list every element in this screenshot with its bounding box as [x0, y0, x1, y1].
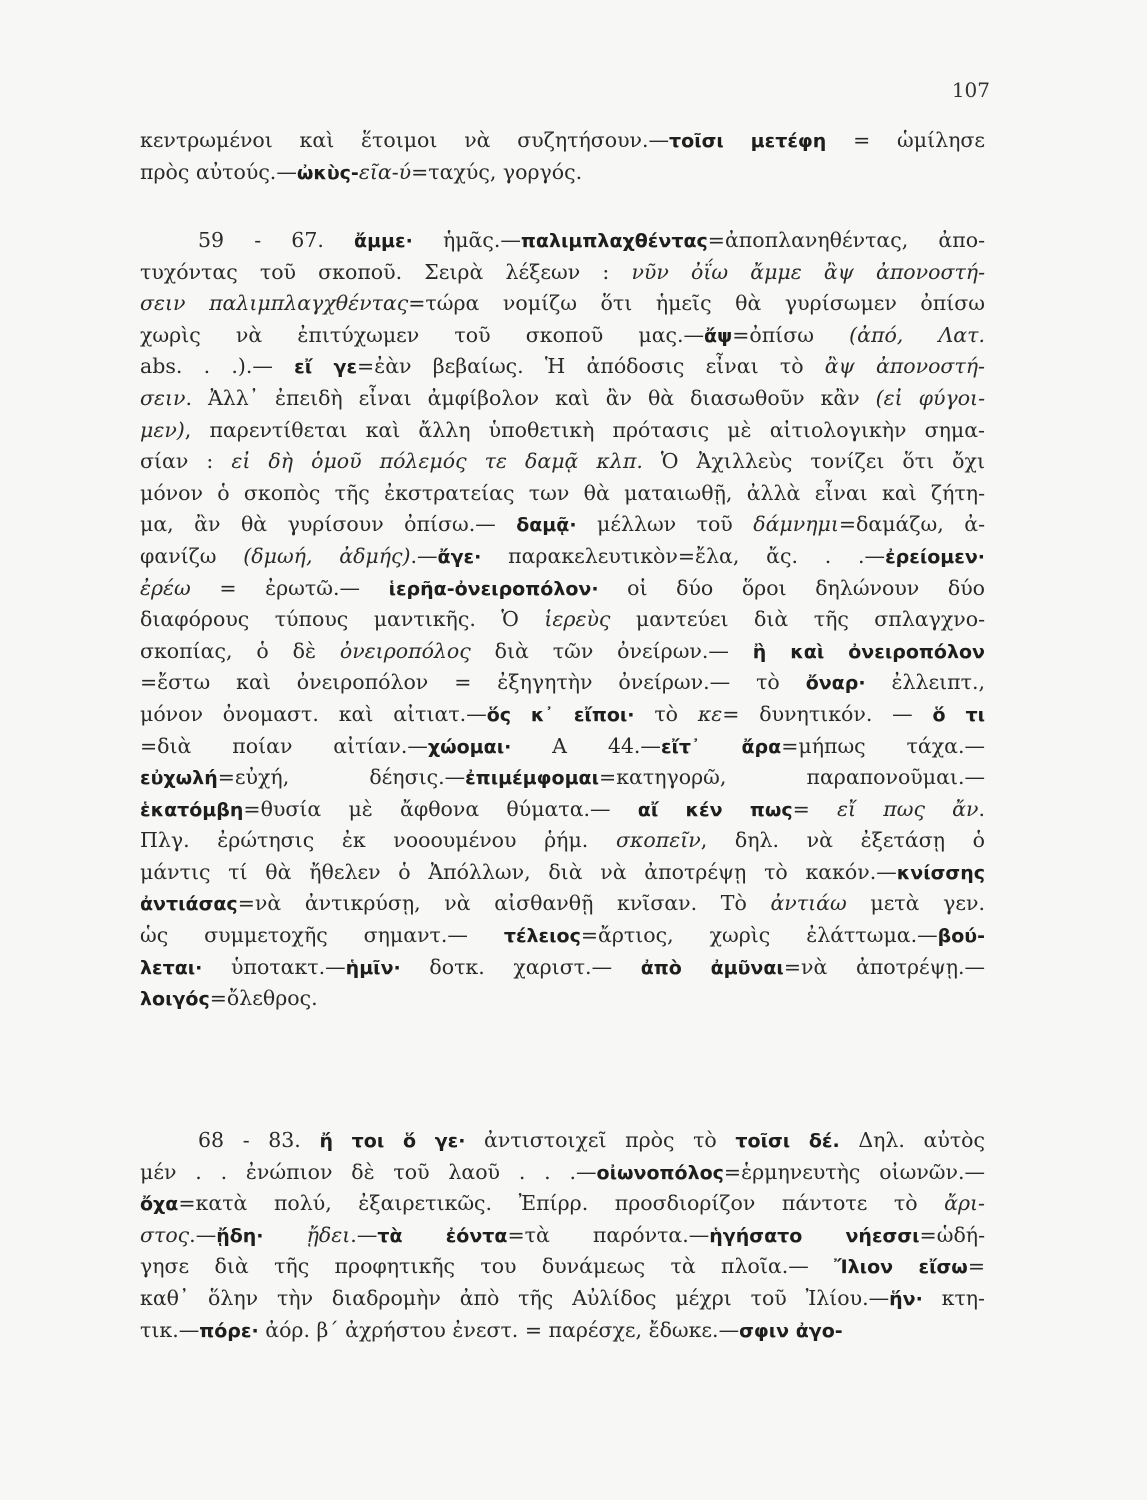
text-line [140, 257, 985, 289]
text-run: = [967, 1254, 985, 1279]
italic-text: ὀνειροπόλος [339, 638, 471, 663]
lemma-term: ὅς κ᾽ εἴποι· [486, 703, 635, 726]
text-run: = ὡμίλησε [826, 128, 985, 152]
italic-text: ἄρι- [944, 1191, 985, 1216]
text-line [140, 157, 985, 189]
text-run: =θυσία μὲ ἄφθονα θύματα.— [243, 796, 638, 821]
text-block-3 [140, 1125, 985, 1346]
text-run: ἀόρ. β´ ἀχρήστου ἐνεστ. = παρέσχε, ἔδωκε.— [258, 1317, 740, 1342]
lemma-term: κνίσσης [896, 861, 985, 884]
lemma-term: τοῖσι δέ. [735, 1130, 840, 1152]
text-run: καθ᾽ ὅλην τὴν διαδρομὴν ἀπὸ τῆς Αὐλίδος μέχρι τοῦ Ἰλίου.— [140, 1285, 890, 1310]
lemma-term: βού- [937, 925, 985, 948]
text-run: =ἐὰν βεβαίως. Ἡ ἀπόδοσις εἶναι τὸ [357, 354, 825, 379]
text-run: μετὰ γεν. [846, 891, 985, 916]
text-run: .— [350, 1222, 378, 1247]
text-run: Πλγ. ἐρώτησις ἐκ νοοουμένου ῥήμ. [140, 828, 616, 853]
text-run: =ταχύς, γοργός. [411, 159, 583, 184]
text-run: διὰ τῶν ὀνείρων.— [470, 638, 753, 663]
lemma-term: αἴ κέν πως [637, 798, 793, 821]
lemma-term: εἴ γε [294, 356, 358, 379]
text-line [140, 225, 985, 257]
text-run: 59 - 67. [198, 228, 355, 252]
lemma-term: ἀντιάσας [140, 893, 238, 916]
text-line [140, 762, 985, 794]
italic-text: εἴ πως ἄν [837, 796, 979, 821]
text-run: χωρὶς νὰ ἐπιτύχωμεν τοῦ σκοποῦ μας.— [140, 322, 705, 347]
text-run: =εὐχή, δέησις.— [217, 765, 466, 790]
lemma-term: ὠκὺς- [296, 161, 359, 184]
text-run: ὡς συμμετοχῆς σημαντ.— [140, 923, 504, 948]
lemma-term: εἴτ᾽ ἄρα [660, 735, 782, 758]
text-run: ἀντιστοιχεῖ πρὸς τὸ [465, 1128, 736, 1152]
text-line [140, 1251, 985, 1283]
italic-text: εῖα-ύ [358, 159, 412, 184]
text-run: =νὰ ἀποτρέψῃ.— [783, 954, 985, 979]
text-run: abs. . .) [140, 354, 246, 379]
lemma-term: ἡγήσατο νήεσσι [709, 1224, 920, 1247]
italic-text: ἀντιάω [770, 891, 847, 916]
text-run: , παρεντίθεται καὶ ἄλλη ὑποθετικὴ πρότασις μὲ αἰτιολογικὴν σημα- [184, 417, 985, 442]
text-block-2 [140, 225, 985, 1015]
italic-text: σκοπεῖν [615, 828, 701, 853]
text-run: τυχόντας τοῦ σκοποῦ. Σειρὰ λέξεων : [140, 259, 632, 284]
lemma-term: ἤ τοι ὅ γε· [319, 1130, 466, 1152]
lemma-term: ἢ καὶ ὀνειροπόλον [752, 640, 985, 663]
page-number: 107 [951, 78, 990, 102]
lemma-term: ὄναρ· [805, 672, 866, 695]
text-run: δοτκ. χαριστ.— [400, 954, 641, 979]
lemma-term: σφιν ἀγο- [739, 1319, 843, 1342]
text-line [140, 509, 985, 541]
text-run: = [792, 796, 838, 821]
lemma-term: δαμᾷ· [516, 514, 577, 537]
text-run: τικ.— [140, 1317, 200, 1342]
lemma-term: λοιγός [140, 988, 210, 1011]
text-line [140, 1157, 985, 1189]
text-run: . [978, 796, 985, 821]
italic-text: (δμωή, ἀδμής) [243, 543, 411, 568]
italic-text: σειν παλιμπλαγχθέντας [140, 291, 409, 316]
text-run: μέλλων τοῦ [576, 512, 754, 537]
text-run: οἱ δύο ὅροι δηλώνουν δύο [598, 575, 985, 600]
text-line [140, 573, 985, 605]
text-run: ὑποτακτ.— [202, 954, 346, 979]
lemma-term: εὐχωλή [140, 767, 218, 790]
text-run: μέν . . ἐνώπιον δὲ τοῦ λαοῦ . . .— [140, 1159, 597, 1184]
text-line [140, 1125, 985, 1157]
text-run: διαφόρους τύπους μαντικῆς. Ὁ [140, 607, 545, 632]
lemma-term: οἰωνοπόλος [596, 1161, 724, 1184]
text-run: μάντις τί θὰ ἤθελεν ὁ Ἀπόλλων, διὰ νὰ ἀποτρέψῃ τὸ κακόν.— [140, 859, 897, 884]
text-line [140, 667, 985, 699]
text-run: Δηλ. αὐτὸς [839, 1128, 985, 1152]
text-block-1 [140, 125, 985, 188]
text-run: μα, ἂν θὰ γυρίσουν ὀπίσω.— [140, 512, 517, 537]
text-run: =τώρα νομίζω ὅτι ἡμεῖς θὰ γυρίσωμεν ὀπίσω [408, 291, 985, 316]
text-run: φανίζω [140, 543, 244, 568]
italic-text: ἱερεὺς [544, 607, 611, 632]
lemma-term: ἄψ [704, 324, 733, 347]
text-run: , δηλ. νὰ ἐξετάσῃ ὁ [700, 828, 985, 853]
text-line [140, 825, 985, 857]
text-run: πρὸς αὐτούς.— [140, 159, 297, 184]
text-run: =τὰ παρόντα.— [507, 1222, 710, 1247]
text-run: .— [189, 1222, 217, 1247]
text-run: παρακελευτικὸν=ἔλα, ἄς. . .— [481, 543, 886, 568]
lemma-term: ὄχα [140, 1193, 179, 1216]
lemma-term: ἡμῖν· [345, 956, 401, 979]
lemma-term: Ἴλιον εἴσω [834, 1256, 968, 1279]
text-line [140, 888, 985, 920]
text-run: = δυνητικόν. — [722, 701, 933, 726]
italic-text: ἐρέω [140, 575, 191, 600]
text-run: . Ἀλλ᾽ ἐπειδὴ εἶναι ἀμφίβολον καὶ ἂν θὰ διασωθοῦν κἂν [185, 385, 876, 410]
text-run: = ἐρωτῶ.— [190, 575, 389, 600]
text-run: κτη- [922, 1285, 985, 1310]
text-line [140, 541, 985, 573]
text-line [140, 288, 985, 320]
italic-text: νῦν ὀΐω ἄμμε ἂψ ἀπονοστή- [631, 259, 985, 284]
lemma-term: ἑκατόμβη [140, 798, 244, 821]
text-line [140, 731, 985, 763]
lemma-term: τέλειος [503, 925, 581, 948]
text-run: =ἄρτιος, χωρὶς ἐλάττωμα.— [580, 923, 938, 948]
text-run: =δαμάζω, ἀ- [838, 512, 985, 537]
text-line [140, 1283, 985, 1315]
text-run: =νὰ ἀντικρύσῃ, νὰ αἰσθανθῇ κνῖσαν. Τὸ [237, 891, 771, 916]
text-run: .— [410, 543, 438, 568]
text-run: =ὀπίσω [732, 322, 850, 347]
italic-text: ἂψ ἀπονοστή- [824, 354, 985, 379]
text-run: =ἀποπλανηθέντας, ἀπο- [707, 228, 985, 252]
text-run: =μήπως τάχα.— [781, 733, 985, 758]
italic-text: μεν) [140, 417, 185, 442]
text-run: Ὁ Ἀχιλλεὺς τονίζει ὅτι ὄχι [642, 449, 985, 474]
text-run: =ὄλεθρος. [209, 986, 318, 1011]
lemma-term: τοῖσι μετέφη [669, 130, 827, 152]
text-run: =διὰ ποίαν αἰτίαν.— [140, 733, 428, 758]
lemma-term: ὅ τι [932, 703, 985, 726]
italic-text: ᾔδει [306, 1222, 351, 1247]
text-run: .— [245, 354, 295, 379]
text-line [140, 794, 985, 826]
lemma-term: παλιμπλαχθέντας [520, 230, 708, 252]
text-run: Α 44.— [511, 733, 661, 758]
lemma-term: τὰ ἐόντα [377, 1224, 508, 1247]
lemma-term: πόρε· [199, 1319, 259, 1342]
lemma-term: ἱερῆα-ὀνειροπόλον· [388, 577, 599, 600]
text-line [140, 415, 985, 447]
lemma-term: ἥν· [889, 1287, 923, 1310]
italic-text: (ἀπό, Λατ. [849, 322, 985, 347]
text-line [140, 857, 985, 889]
lemma-term: λεται· [140, 956, 203, 979]
text-run: μόνον ὁ σκοπὸς τῆς ἐκστρατείας των θὰ ματαιωθῇ, ἀλλὰ εἶναι καὶ ζήτη- [140, 480, 985, 505]
text-run: ἐλλειπτ., [865, 670, 985, 695]
text-run: =ὡδή- [919, 1222, 985, 1247]
italic-text: εἰ δὴ ὁμοῦ πόλεμός τε δαμᾷ κλπ. [231, 449, 643, 474]
text-line [140, 351, 985, 383]
text-run: τὸ [634, 701, 698, 726]
text-line [140, 320, 985, 352]
text-run: =κατηγορῶ, παραπονοῦμαι.— [599, 765, 985, 790]
text-line [140, 383, 985, 415]
text-run: 68 - 83. [198, 1128, 320, 1152]
text-line [140, 1315, 985, 1347]
text-run: ἡμᾶς.— [412, 228, 521, 252]
italic-text: σειν [140, 385, 186, 410]
italic-text: (εἰ φύγοι- [875, 385, 985, 410]
text-run: μαντεύει διὰ τῆς σπλαγχνο- [610, 607, 985, 632]
text-line [140, 446, 985, 478]
text-run: =ἑρμηνευτὴς οἰωνῶν.— [723, 1159, 985, 1184]
lemma-term: ἄγε· [437, 545, 482, 568]
text-run: σκοπίας, ὁ δὲ [140, 638, 340, 663]
italic-text: δάμνημι [753, 512, 839, 537]
lemma-term: χώομαι· [427, 735, 512, 758]
text-line [140, 1220, 985, 1252]
text-run: =ἔστω καὶ ὀνειροπόλον = ἐξηγητὴν ὀνείρων.— τὸ [140, 670, 806, 695]
lemma-term: ἀπὸ ἀμῦναι [640, 956, 784, 979]
text-line [140, 636, 985, 668]
text-line [140, 478, 985, 510]
text-line [140, 920, 985, 952]
text-line [140, 604, 985, 636]
italic-text: στος [140, 1222, 190, 1247]
text-line [140, 1188, 985, 1220]
text-run: =κατὰ πολύ, ἐξαιρετικῶς. Ἐπίρρ. προσδιορίζον πάντοτε τὸ [178, 1191, 945, 1216]
text-run: σίαν : [140, 449, 232, 474]
lemma-term: ᾔδη· [216, 1224, 264, 1247]
text-line [140, 983, 985, 1015]
text-line [140, 699, 985, 731]
text-run: κεντρωμένοι καὶ ἕτοιμοι νὰ συζητήσουν.— [140, 128, 670, 152]
text-line [140, 125, 985, 157]
text-run: μόνον ὀνομαστ. καὶ αἰτιατ.— [140, 701, 487, 726]
lemma-term: ἄμμε· [354, 230, 413, 252]
lemma-term: ἐπιμέμφομαι [465, 767, 600, 790]
lemma-term: ἐρείομεν· [885, 545, 985, 568]
text-run [264, 1223, 307, 1247]
italic-text: κε [697, 701, 723, 726]
text-line [140, 952, 985, 984]
text-run: γησε διὰ τῆς προφητικῆς του δυνάμεως τὰ πλοῖα.— [140, 1254, 835, 1279]
